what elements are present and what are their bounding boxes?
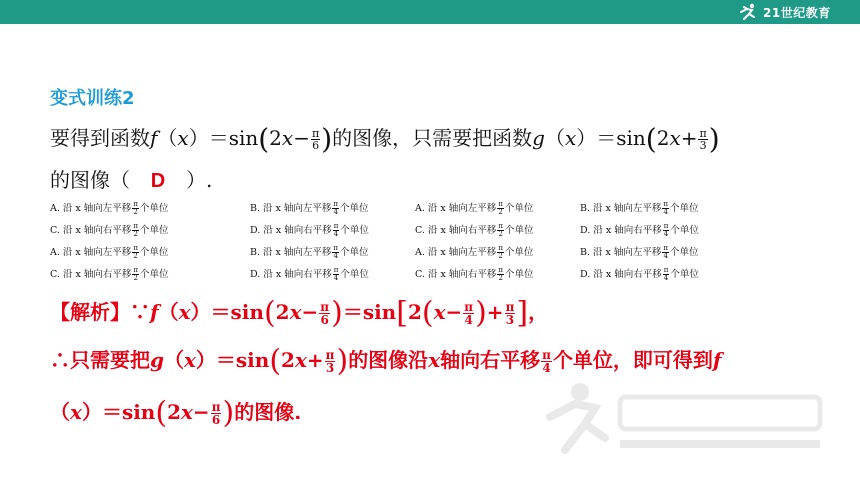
- solution-line-2: ∴只需要把g（x）＝sin(2x+ $\frac{\pi}{3}$ )的图像沿x轴向右平移 $\frac{\pi}{4}$ 个单位，即可得到f: [50, 343, 722, 379]
- minus: −: [293, 126, 310, 150]
- fraction-pi-3: $\frac{\pi}{3}$: [699, 127, 707, 152]
- header-bar: [0, 0, 860, 24]
- equals: ＝: [208, 126, 229, 150]
- section-heading: 变式训练2: [50, 88, 135, 109]
- option-item: C. 沿 x 轴向右平移 $\frac{\pi}{2}$ 个单位: [50, 266, 169, 282]
- option-item: C. 沿 x 轴向右平移 $\frac{\pi}{2}$ 个单位: [50, 222, 169, 238]
- option-fraction: $\frac{\pi}{2}$: [133, 266, 138, 282]
- fraction-pi-6: $\frac{\pi}{6}$: [311, 127, 320, 152]
- option-fraction: $\frac{\pi}{4}$: [333, 266, 339, 282]
- lparen: （: [157, 126, 178, 150]
- watermark-logo-icon: [540, 372, 830, 462]
- func-f: f: [150, 126, 158, 150]
- option-fraction: $\frac{\pi}{2}$: [498, 222, 503, 238]
- option-fraction: $\frac{\pi}{2}$: [498, 266, 503, 282]
- option-item: A. 沿 x 轴向左平移 $\frac{\pi}{2}$ 个单位: [415, 200, 534, 216]
- solution-line-1: 【解析】∵f（x）＝sin(2x− $\frac{\pi}{6}$ )＝sin[2(x− $\frac{\pi}{4}$ )+ $\frac{\pi}{3}$ ]，: [50, 295, 549, 331]
- option-fraction: $\frac{\pi}{4}$: [663, 200, 669, 216]
- rparen: ）: [188, 126, 209, 150]
- question-text-2: 的图像（: [50, 168, 130, 192]
- option-fraction: $\frac{\pi}{2}$: [498, 244, 503, 260]
- brand-logo: [738, 2, 854, 22]
- options-grid: [50, 196, 750, 284]
- option-fraction: $\frac{\pi}{2}$: [133, 222, 138, 238]
- runner-icon: [738, 3, 760, 21]
- option-item: B. 沿 x 轴向左平移 $\frac{\pi}{4}$ 个单位: [250, 200, 369, 216]
- option-fraction: $\frac{\pi}{2}$: [133, 200, 138, 216]
- option-fraction: $\frac{\pi}{2}$: [133, 244, 138, 260]
- solution-line-3: （x）＝sin(2x− $\frac{\pi}{6}$ )的图像.: [50, 395, 302, 431]
- option-row: [50, 218, 750, 240]
- func-g: g: [532, 126, 545, 150]
- option-item: C. 沿 x 轴向右平移 $\frac{\pi}{2}$ 个单位: [415, 266, 534, 282]
- answer: D: [150, 170, 166, 192]
- solution-tag: 【解析】: [50, 300, 130, 324]
- option-fraction: $\frac{\pi}{4}$: [663, 222, 669, 238]
- option-item: A. 沿 x 轴向左平移 $\frac{\pi}{2}$ 个单位: [50, 200, 169, 216]
- option-fraction: $\frac{\pi}{4}$: [663, 244, 669, 260]
- coef: 2: [269, 126, 282, 150]
- var-x: x: [281, 126, 294, 150]
- option-row: [50, 262, 750, 284]
- option-item: D. 沿 x 轴向右平移 $\frac{\pi}{4}$ 个单位: [580, 266, 699, 282]
- option-fraction: $\frac{\pi}{2}$: [498, 200, 503, 216]
- option-item: B. 沿 x 轴向左平移 $\frac{\pi}{4}$ 个单位: [580, 244, 699, 260]
- option-fraction: $\frac{\pi}{4}$: [663, 266, 669, 282]
- question-text-mid: 的图像，只需要把函数: [332, 126, 533, 150]
- option-item: A. 沿 x 轴向左平移 $\frac{\pi}{2}$ 个单位: [415, 244, 534, 260]
- question-suffix: ）.: [186, 168, 213, 192]
- option-item: B. 沿 x 轴向左平移 $\frac{\pi}{4}$ 个单位: [250, 244, 369, 260]
- option-row: [50, 196, 750, 218]
- sin: sin: [228, 126, 259, 150]
- option-item: D. 沿 x 轴向右平移 $\frac{\pi}{4}$ 个单位: [250, 222, 369, 238]
- option-row: [50, 240, 750, 262]
- option-item: D. 沿 x 轴向右平移 $\frac{\pi}{4}$ 个单位: [580, 222, 699, 238]
- logo-text: 21世纪教育: [763, 5, 831, 20]
- option-fraction: $\frac{\pi}{4}$: [333, 222, 339, 238]
- option-item: D. 沿 x 轴向右平移 $\frac{\pi}{4}$ 个单位: [250, 266, 369, 282]
- option-fraction: $\frac{\pi}{4}$: [333, 244, 339, 260]
- option-item: C. 沿 x 轴向右平移 $\frac{\pi}{2}$ 个单位: [415, 222, 534, 238]
- option-item: B. 沿 x 轴向左平移 $\frac{\pi}{4}$ 个单位: [580, 200, 699, 216]
- question-line-2: [50, 166, 212, 195]
- option-item: A. 沿 x 轴向左平移 $\frac{\pi}{2}$ 个单位: [50, 244, 169, 260]
- option-fraction: $\frac{\pi}{4}$: [333, 200, 339, 216]
- question-line-1: 要得到函数f（x）＝sin(2x− $\frac{\pi}{6}$ )的图像，只需要把函数g（x）＝sin(2x+ $\frac{\pi}{3}$ ): [50, 122, 720, 156]
- question-text: 要得到函数: [50, 126, 150, 150]
- var-x: x: [177, 126, 189, 150]
